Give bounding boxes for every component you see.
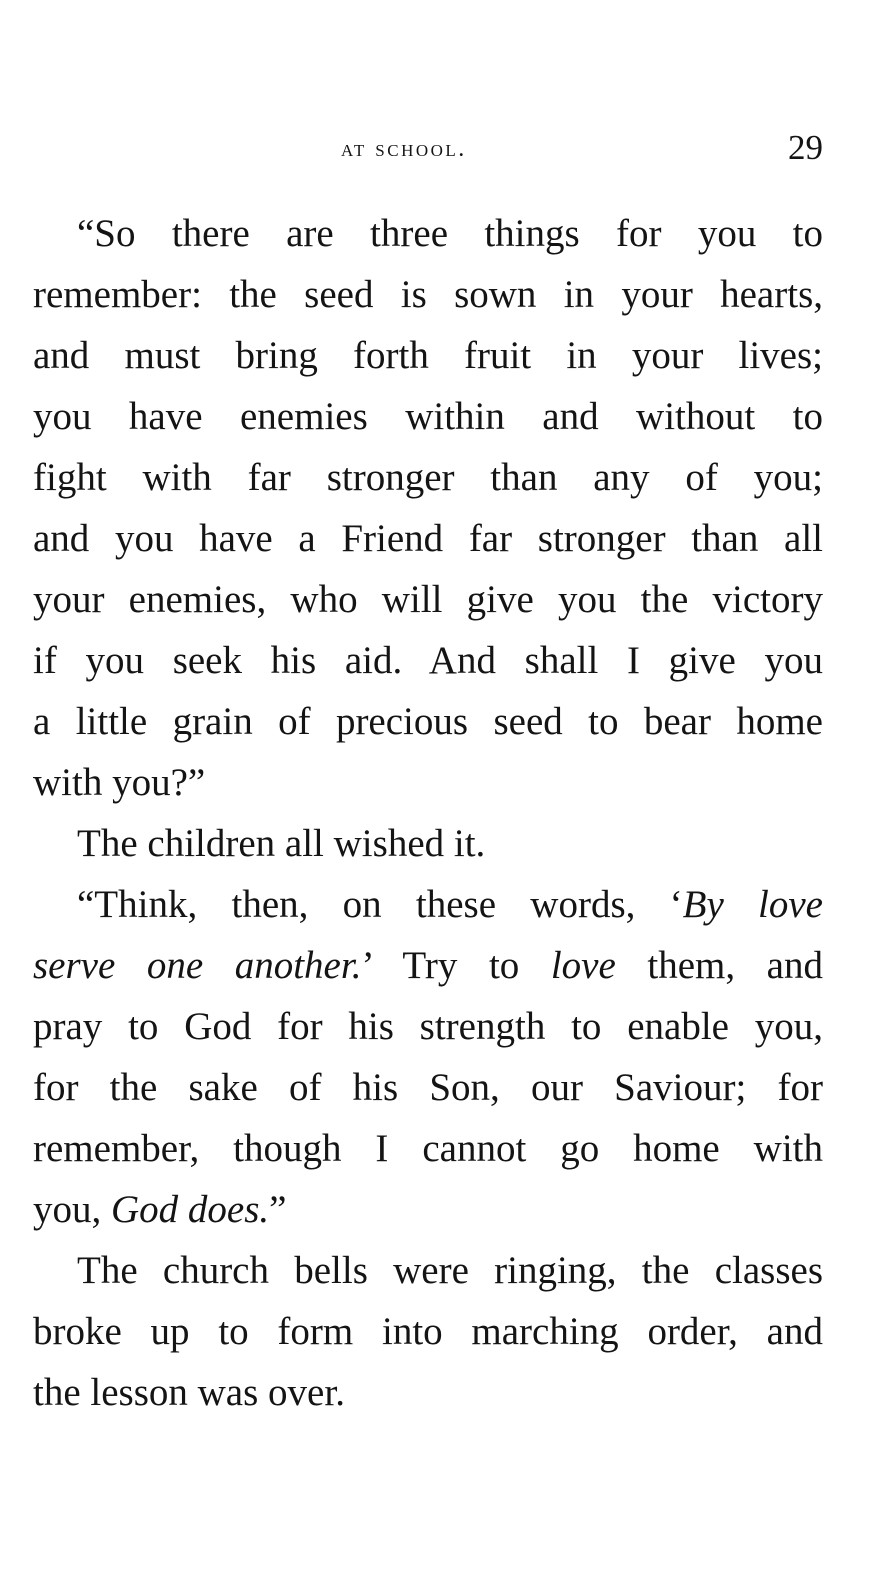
text-line — [33, 1179, 823, 1240]
page-number: 29 — [788, 128, 823, 167]
italic-run: God does. — [111, 1188, 270, 1231]
text-line: the lesson was over. — [33, 1371, 345, 1414]
text-line: for the sake of his Son, our Saviour; for — [33, 1066, 823, 1109]
text-line: The church bells were ringing, the classes — [77, 1249, 823, 1292]
text-run: ” — [269, 1188, 287, 1231]
text-line: if you seek his aid. And shall I give you — [33, 639, 823, 682]
text-line: remember, though I cannot go home with — [33, 1127, 823, 1170]
text-line: your enemies, who will give you the victory — [33, 578, 823, 621]
body-text — [33, 203, 823, 1423]
text-line: pray to God for his strength to enable you, — [33, 1005, 823, 1048]
text-run: “Think, then, on these words, ‘ — [77, 883, 683, 926]
italic-run: By love — [682, 883, 823, 926]
text-line — [77, 874, 823, 935]
text-line: broke up to form into marching order, and — [33, 1310, 823, 1353]
text-run: you, — [33, 1188, 111, 1231]
text-line: and you have a Friend far stronger than all — [33, 517, 823, 560]
text-line: a little grain of precious seed to bear home — [33, 700, 823, 743]
text-run: them, and — [615, 944, 823, 987]
text-line: you have enemies within and without to — [33, 395, 823, 438]
running-head — [0, 128, 889, 172]
text-line: fight with far stronger than any of you; — [33, 456, 823, 499]
italic-run: serve one another. — [33, 944, 362, 987]
text-run: ’ Try to — [361, 944, 551, 987]
chapter-title: at school. — [341, 136, 467, 162]
text-line: with you?” — [33, 761, 206, 804]
text-line: remember: the seed is sown in your hearts, — [33, 273, 823, 316]
text-line: The children all wished it. — [77, 822, 486, 865]
text-line: and must bring forth fruit in your lives; — [33, 334, 823, 377]
text-line: “So there are three things for you to — [77, 212, 823, 255]
italic-run: love — [550, 944, 616, 987]
text-line — [33, 935, 823, 996]
